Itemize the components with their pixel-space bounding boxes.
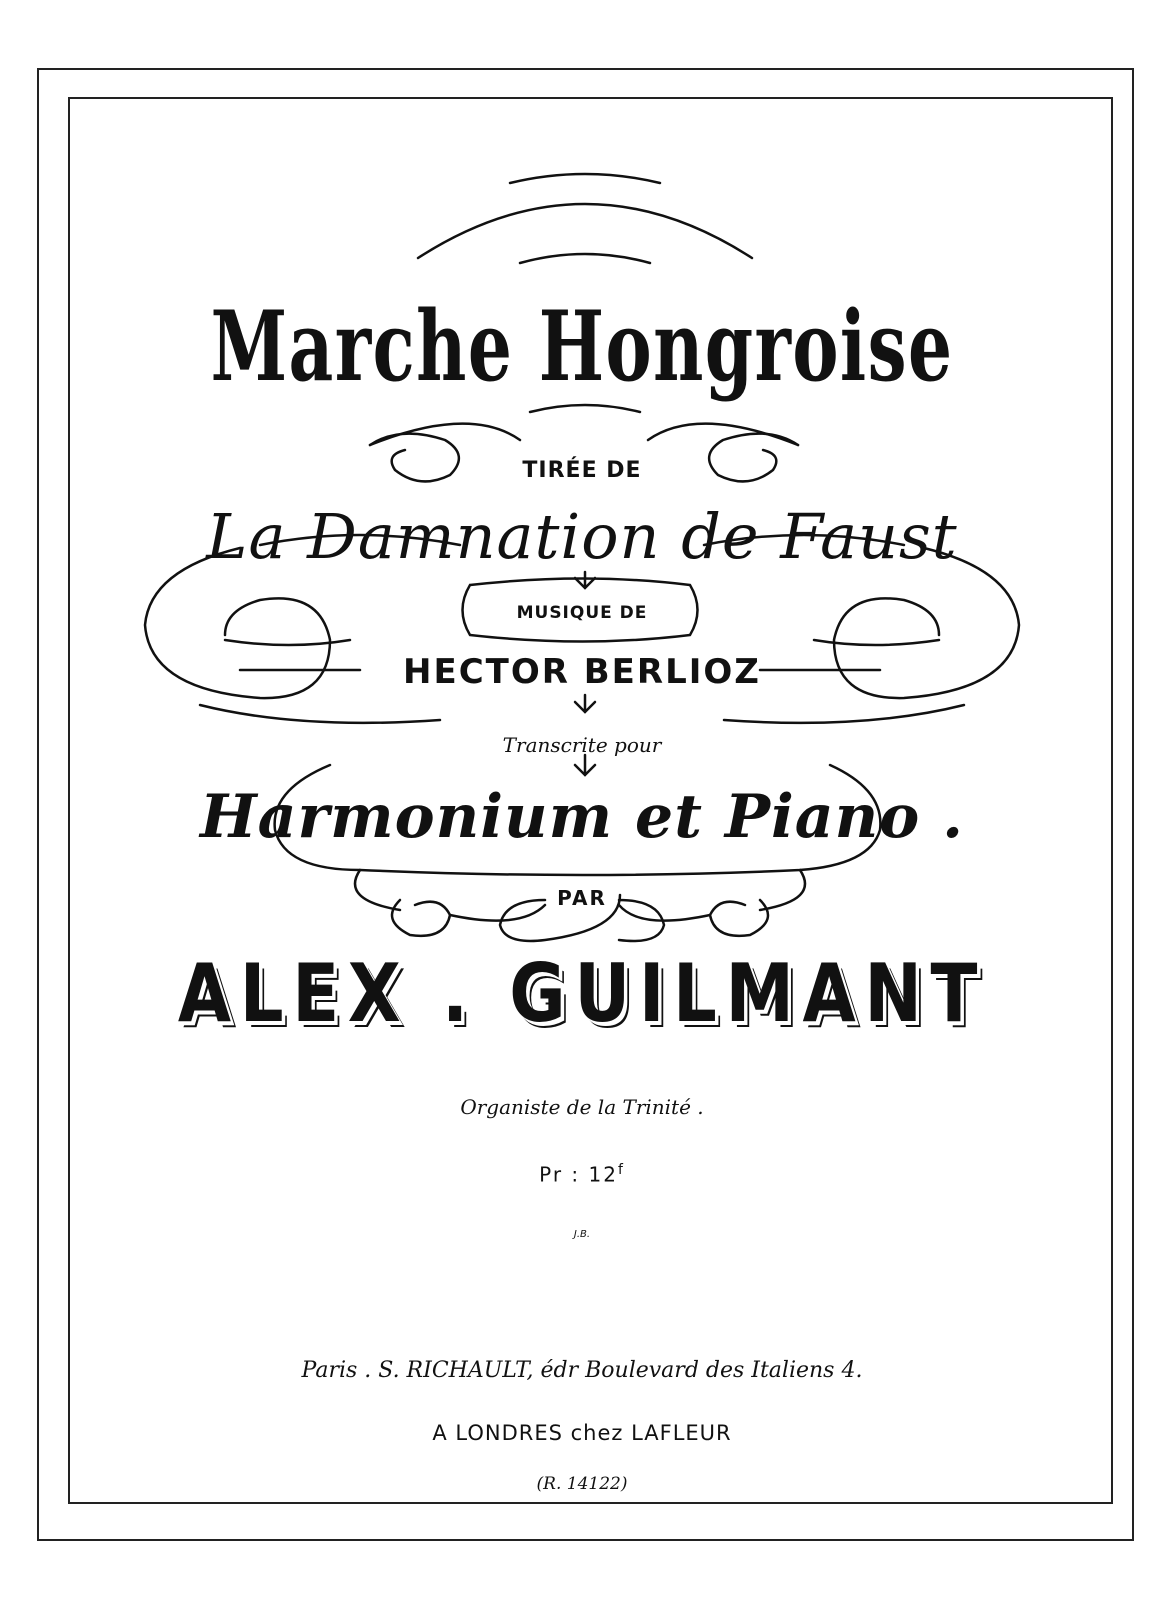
by-label: PAR [557, 886, 607, 910]
arranger-name: ALEX . GUILMANT [177, 947, 987, 1040]
publisher-line: Paris . S. RICHAULT, édr Boulevard des Italiens 4. [301, 1358, 863, 1383]
price-unit: f [617, 1162, 625, 1178]
london-line: A LONDRES chez LAFLEUR [432, 1421, 732, 1445]
composer-name: HECTOR BERLIOZ [403, 652, 761, 692]
subtitle-prefix: TIRÉE DE [522, 458, 642, 483]
arranger-title: Organiste de la Trinité . [460, 1095, 704, 1119]
work-title: La Damnation de Faust [206, 500, 958, 573]
transcribed-label: Transcrite pour [502, 733, 662, 757]
plate-number: (R. 14122) [536, 1474, 628, 1494]
price [0, 1162, 1164, 1187]
engraver-initials: J.B. [573, 1229, 591, 1240]
instrumentation: Harmonium et Piano . [199, 782, 965, 852]
title: Marche Hongroise [210, 290, 954, 403]
music-by-label: MUSIQUE DE [516, 603, 648, 623]
price-value: Pr : 12 [539, 1162, 618, 1187]
